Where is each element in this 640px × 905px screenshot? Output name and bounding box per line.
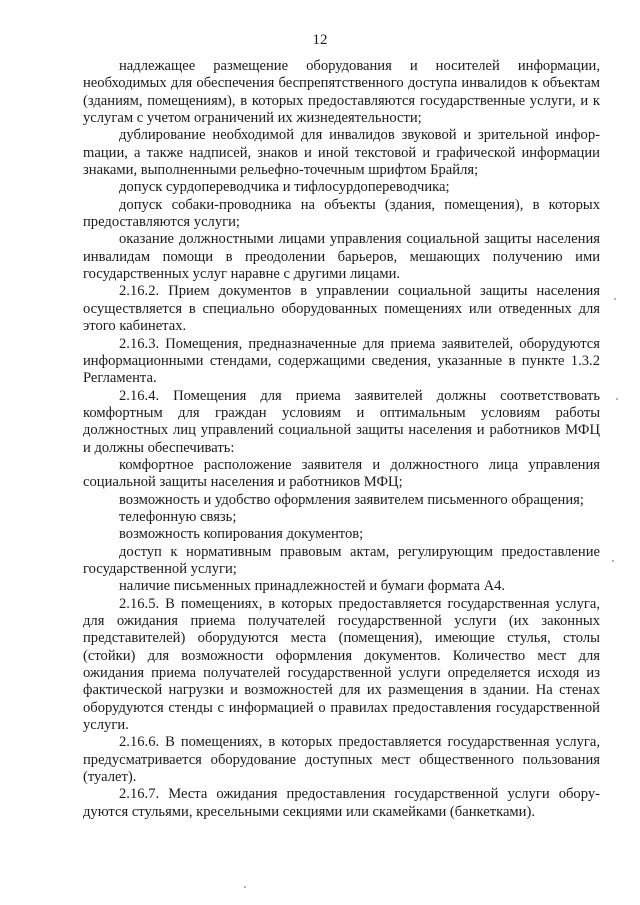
paragraph: допуск собаки-проводника на объекты (здания, помещения), в которых предоставляются услуги; xyxy=(83,196,600,231)
paragraph: доступ к нормативным правовым актам, регулирующим предоставление государственной услуги; xyxy=(83,543,600,577)
scan-speck xyxy=(244,886,246,888)
paragraph: 2.16.7. Места ожидания предоставления государственной услуги оборудуются стульями, кресельными секциями или скамейками (банкетками). xyxy=(83,786,600,820)
paragraph: оказание должностными лицами управления социальной защиты населения инвалидам помощи в преодолении барьеров, мешающих получению ими государственных услуг наравне с другими лицами. xyxy=(83,231,600,283)
paragraph: 2.16.4. Помещения для приема заявителей должны соответствовать комфортным для граждан условиям и оптимальным условиям работы должностных лиц управлений социальной защиты населения и работников МФЦ и должны обеспечивать: xyxy=(83,387,600,456)
paragraph: 2.16.2. Прием документов в управлении социальной защиты населения осуществляется в специально оборудованных помещениях или отведенных для этого кабинетах. xyxy=(83,283,600,335)
paragraph: допуск сурдопереводчика и тифлосурдопереводчика; xyxy=(119,179,450,196)
paragraph: 2.16.5. В помещениях, в которых предоставляется государственная услуга, для ожидания приема получателей государственной услуги (их законных представителей) оборудуются места (помещения), имеющие стулья, столы (стойки) для возможности оформления документов. Количество мест для ожидания приема получателей государственной услуги определяется исходя из фактической нагрузки и возможностей для их размещения в здании. На стенах оборудуются стенды с информацией о правилах предоставления государственной услуги. xyxy=(83,595,600,734)
scan-speck xyxy=(612,560,614,562)
paragraph: 2.16.6. В помещениях, в которых предоставляется государственная услуга, предусматривается оборудование доступных мест общественного пользования (туалет). xyxy=(83,734,600,786)
document-body xyxy=(83,58,600,821)
paragraph: 2.16.3. Помещения, предназначенные для приема заявителей, оборудуются информационными стендами, содержащими сведения, указанные в пункте 1.3.2 Регламента. xyxy=(83,335,600,387)
paragraph: возможность копирования документов; xyxy=(119,526,364,543)
paragraph: возможность и удобство оформления заявителем письменного обращения; xyxy=(119,491,584,508)
paragraph: наличие письменных принадлежностей и бумаги формата А4. xyxy=(119,578,506,595)
paragraph: надлежащее размещение оборудования и носителей информации, необходимых для обеспечения беспрепятственного доступа инвалидов к объектам (зданиям, помещениям), в которых предоставляются государственные услуги, и к услугам с учетом ограничений их жизнедеятельности; xyxy=(83,58,600,127)
paragraph: телефонную связь; xyxy=(119,508,237,525)
scan-speck xyxy=(616,398,618,400)
page-number: 12 xyxy=(312,32,328,48)
paragraph: дублирование необходимой для инвалидов звуковой и зрительной инфорmации, а также надписей, знаков и иной текстовой и графической информации знаками, выполненными рельефно-точечным шрифтом Брайля; xyxy=(83,127,600,179)
scan-speck xyxy=(614,298,616,300)
paragraph: комфортное расположение заявителя и должностного лица управления социальной защиты населения и работников МФЦ; xyxy=(83,456,600,491)
